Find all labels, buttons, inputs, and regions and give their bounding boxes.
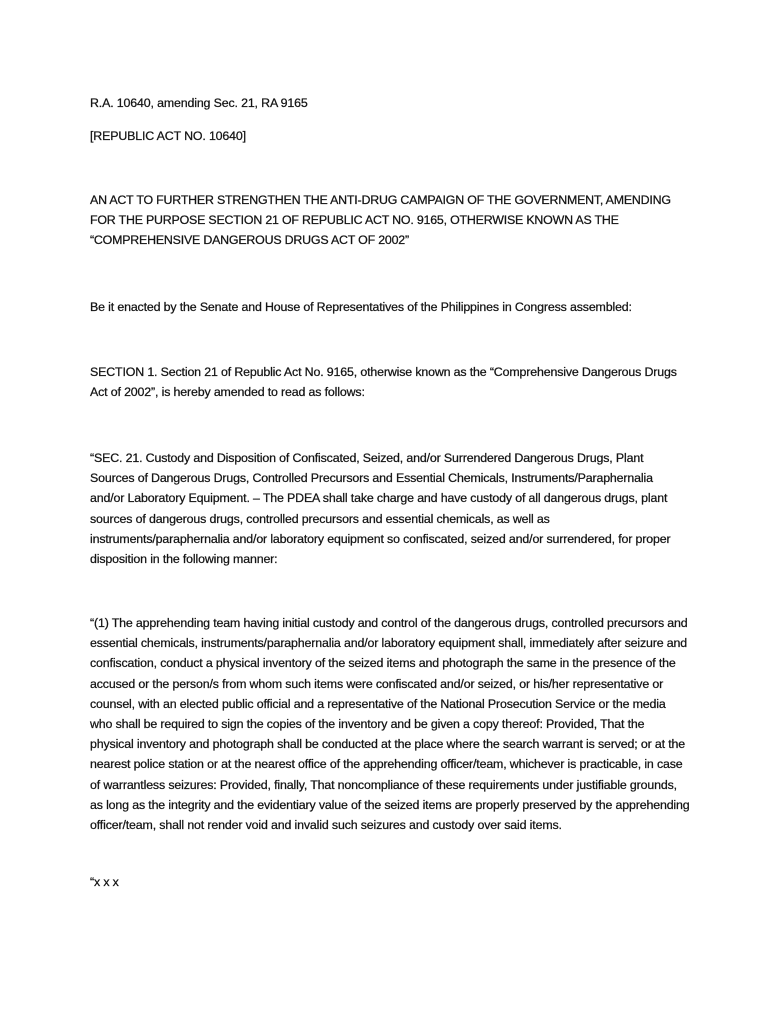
sec-21-paragraph: “SEC. 21. Custody and Disposition of Confiscated, Seized, and/or Surrendered Dangerous Drugs, Plant Sources of Dangerous Drugs, Controlled Precursors and Essential Chemicals, Instruments/Paraphernalia and/or Laboratory Equipment. – The PDEA shall take charge and have custody of all dangerous drugs, plant sources of dangerous drugs, controlled precursors and essential chemicals, as well as instruments/paraphernalia and/or laboratory equipment so confiscated, seized and/or surrendered, for proper disposition in the following manner:: [90, 451, 671, 567]
republic-act-number: [REPUBLIC ACT NO. 10640]: [90, 129, 246, 143]
act-title: AN ACT TO FURTHER STRENGTHEN THE ANTI-DRUG CAMPAIGN OF THE GOVERNMENT, AMENDING FOR THE PURPOSE SECTION 21 OF REPUBLIC ACT NO. 9165, OTHERWISE KNOWN AS THE “COMPREHENSIVE DANGEROUS DRUGS ACT OF 2002”: [90, 193, 671, 248]
ellipsis-line: “x x x: [90, 875, 119, 889]
document-heading: R.A. 10640, amending Sec. 21, RA 9165: [90, 96, 308, 110]
enacting-clause: Be it enacted by the Senate and House of Representatives of the Philippines in Congress assembled:: [90, 300, 632, 314]
section-1-paragraph: SECTION 1. Section 21 of Republic Act No. 9165, otherwise known as the “Comprehensive Dangerous Drugs Act of 2002”, is hereby amended to read as follows:: [90, 365, 677, 400]
paragraph-1: “(1) The apprehending team having initial custody and control of the dangerous drugs, controlled precursors and essential chemicals, instruments/paraphernalia and/or laboratory equipment shall, immediately after seizure and confiscation, conduct a physical inventory of the seized items and photograph the same in the presence of the accused or the person/s from whom such items were confiscated and/or seized, or his/her representative or counsel, with an elected public official and a representative of the National Prosecution Service or the media who shall be required to sign the copies of the inventory and be given a copy thereof: Provided, That the physical inventory and photograph shall be conducted at the place where the search warrant is served; or at the nearest police station or at the nearest office of the apprehending officer/team, whichever is practicable, in case of warrantless seizures: Provided, finally, That noncompliance of these requirements under justifiable grounds, as long as the integrity and the evidentiary value of the seized items are properly preserved by the apprehending officer/team, shall not render void and invalid such seizures and custody over said items.: [90, 616, 690, 833]
